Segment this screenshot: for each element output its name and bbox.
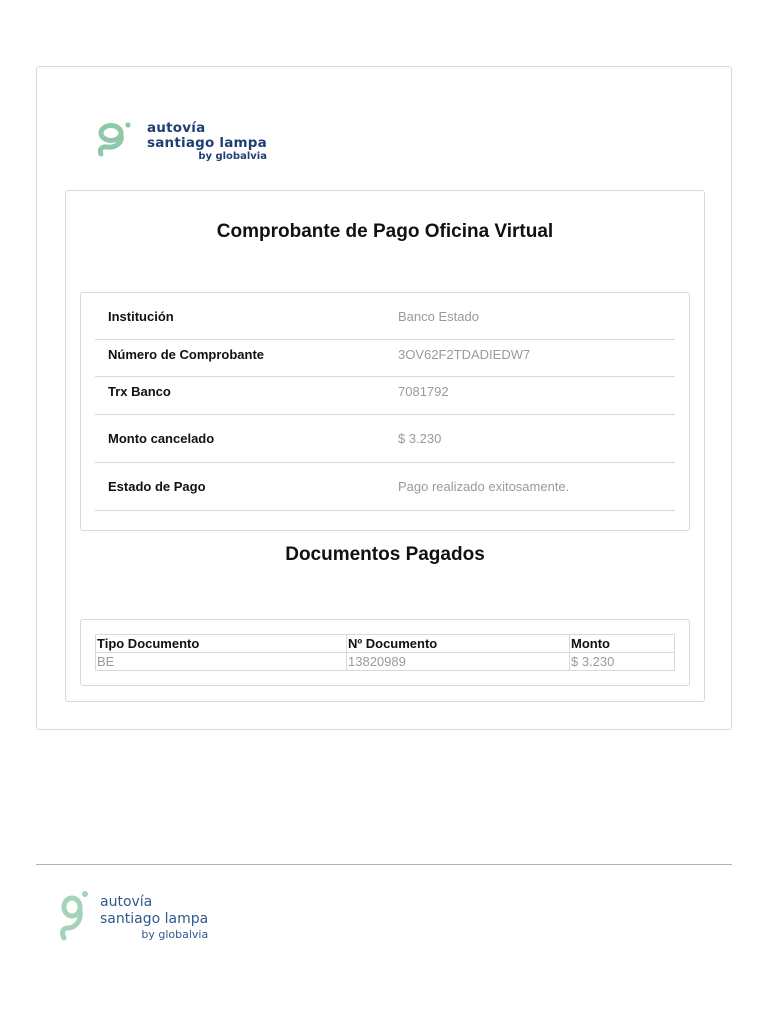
detail-row-receipt-number bbox=[95, 340, 675, 377]
detail-label: Institución bbox=[108, 309, 174, 324]
detail-label: Número de Comprobante bbox=[108, 347, 265, 362]
logo-line-3: by globalvia bbox=[141, 928, 209, 941]
table-row bbox=[96, 653, 675, 671]
documents-table bbox=[95, 634, 675, 671]
table-cell: $ 3.230 bbox=[570, 653, 675, 671]
table-cell: 13820989 bbox=[347, 653, 570, 671]
logo-line-1: autovía bbox=[100, 894, 153, 910]
footer-divider bbox=[36, 864, 732, 865]
payment-details bbox=[80, 292, 690, 531]
detail-row-bank-trx bbox=[95, 377, 675, 415]
receipt-card bbox=[36, 66, 732, 730]
table-cell: BE bbox=[96, 653, 347, 671]
detail-label: Monto cancelado bbox=[108, 431, 215, 446]
detail-value: Pago realizado exitosamente. bbox=[398, 479, 570, 494]
logo-line-3: by globalvia bbox=[198, 151, 267, 162]
detail-value: Banco Estado bbox=[398, 309, 479, 324]
logo-line-2: santiago lampa bbox=[100, 911, 209, 927]
footer-logo bbox=[60, 890, 208, 942]
detail-value: 3OV62F2TDADIEDW7 bbox=[398, 347, 531, 362]
company-logo bbox=[95, 121, 267, 163]
detail-label: Trx Banco bbox=[108, 384, 171, 399]
detail-row-amount bbox=[95, 415, 675, 463]
detail-value: $ 3.230 bbox=[398, 431, 442, 446]
detail-label: Estado de Pago bbox=[108, 479, 206, 494]
logo-line-1: autovía bbox=[147, 120, 206, 136]
receipt-title: Comprobante de Pago Oficina Virtual bbox=[216, 221, 554, 242]
column-header: Tipo Documento bbox=[96, 635, 347, 653]
globalvia-g-icon bbox=[60, 890, 90, 942]
documents-box bbox=[80, 619, 690, 686]
receipt-inner-card bbox=[65, 190, 705, 702]
detail-value: 7081792 bbox=[398, 384, 449, 399]
documents-title: Documentos Pagados bbox=[285, 544, 485, 565]
detail-row-institution bbox=[95, 293, 675, 340]
logo-line-2: santiago lampa bbox=[147, 135, 267, 151]
column-header: Monto bbox=[570, 635, 675, 653]
detail-row-payment-status bbox=[95, 463, 675, 511]
globalvia-g-icon bbox=[95, 121, 133, 157]
table-header-row bbox=[96, 635, 675, 653]
column-header: Nº Documento bbox=[347, 635, 570, 653]
